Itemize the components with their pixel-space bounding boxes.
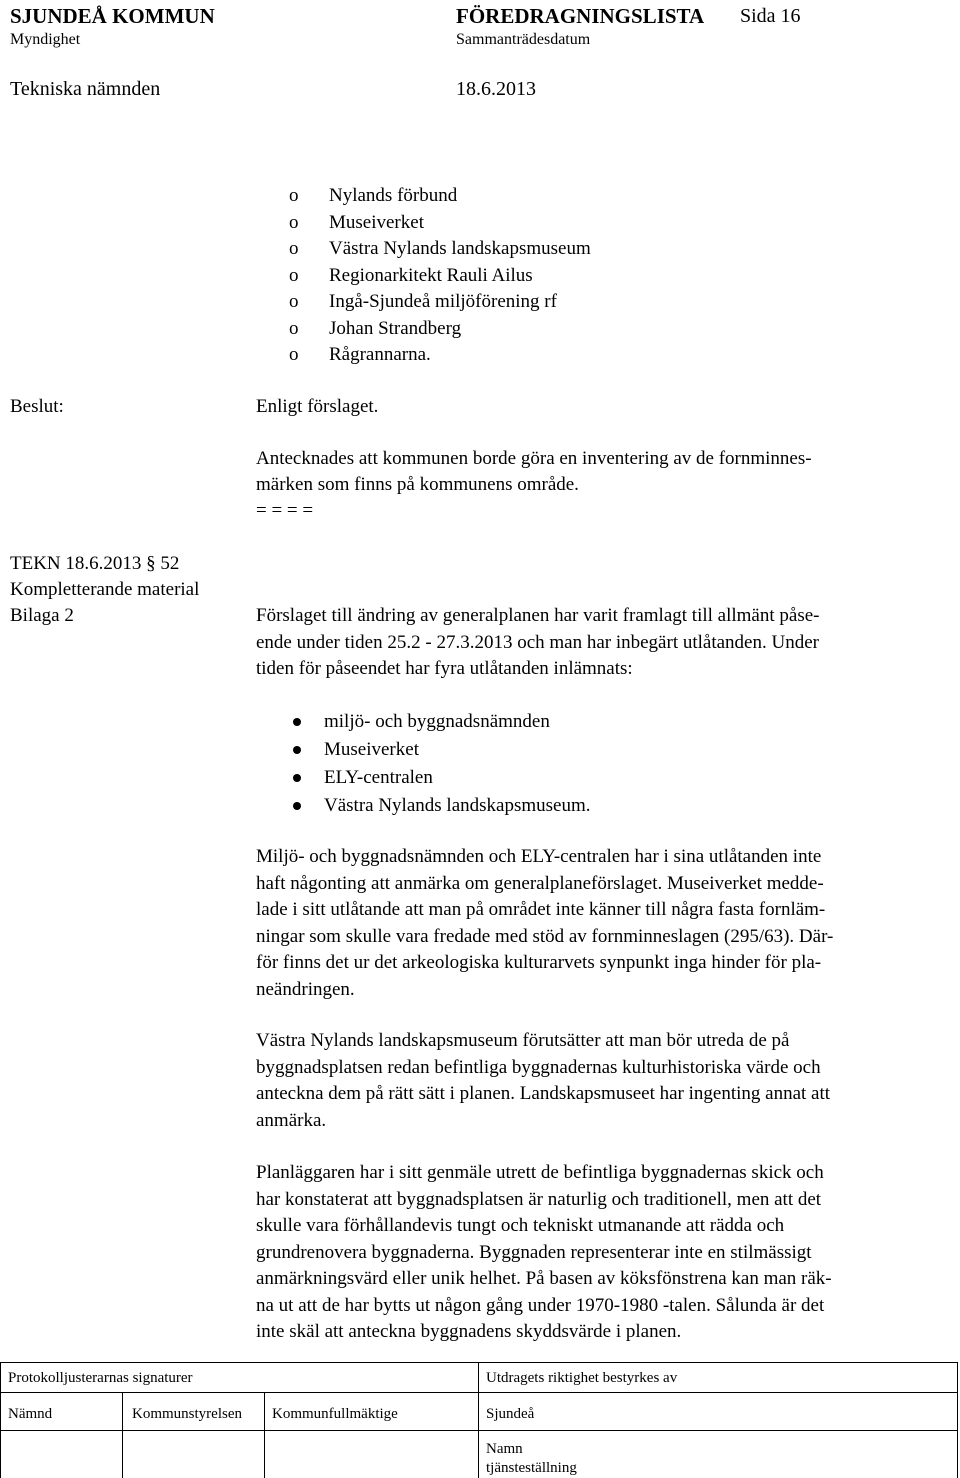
authority-label: Myndighet [10,31,81,48]
footer-col-rule [264,1392,265,1478]
footer-position-label: tjänsteställning [486,1460,577,1476]
footer-place: Sjundeå [486,1406,535,1422]
footer-col-rule [122,1392,123,1478]
list-item: Museiverket [256,736,756,764]
list-item: o Rågrannarna. [289,344,431,365]
list-item: Västra Nylands landskapsmuseum. [256,792,756,820]
list-item: o Ingå-Sjundeå miljöförening rf [289,291,557,312]
list-item: miljö- och byggnadsnämnden [256,708,756,736]
list-item: o Museiverket [289,211,424,233]
footer-row-rule [0,1430,958,1431]
attachment-label: Bilaga 2 [10,605,74,626]
bullet-icon [293,774,301,782]
footer-col-namnd: Nämnd [8,1406,53,1422]
certified-label: Utdragets riktighet bestyrkes av [486,1370,678,1386]
authority-name: Tekniska nämnden [10,78,161,100]
document-type: FÖREDRAGNINGSLISTA [456,4,705,28]
paragraph-landskapsmuseum: Västra Nylands landskapsmuseum förutsätter att man bör utreda de på byggnadsplatsen redan befintliga byggnadernas kulturhistoriska värde och anteckna dem på rätt sätt i planen. Landskapsmuseet har ingenting annat att anmärka. [256,1030,831,1131]
decision-text: Enligt förslaget. [256,396,379,417]
footer-name-label: Namn [486,1441,523,1457]
separator: = = = = [256,500,314,521]
footer-col-kommunstyrelsen: Kommunstyrelsen [132,1406,242,1422]
list-item: o Johan Strandberg [289,317,462,339]
page-number: Sida 16 [740,5,801,27]
bullet-icon [293,718,301,726]
bullet-icon [293,746,301,754]
footer-mid-rule [478,1362,479,1478]
decision-label: Beslut: [10,396,64,417]
date-label: Sammanträdesdatum [456,31,591,48]
meeting-date: 18.6.2013 [456,78,536,100]
paragraph-planner-response: Planläggaren har i sitt genmäle utrett de befintliga byggnadernas skick och har konstaterat att byggnadsplatsen är naturlig och traditionell, men att det skulle vara förhållandevis tungt och tekniskt utmanande att rädda och grundrenovera byggnaderna. Byggnaden representerar inte en stilmässigt anmärkningsvärd eller unik helhet. På basen av köksfönstrena kan man räk- na ut att de har bytts ut någon gång under 1970-1980 -talen. Sålunda är det inte skäl att anteckna byggnadens skyddsvärde i planen. [256,1162,832,1342]
footer-col-kommunfullmaktige: Kommunfullmäktige [272,1406,398,1422]
recipient-list [289,183,689,369]
footer-row-rule [0,1392,958,1393]
statement-list [256,708,756,820]
list-item: o Nylands förbund [289,185,458,206]
paragraph-statements-summary: Miljö- och byggnadsnämnden och ELY-centralen har i sina utlåtanden inte haft någonting att anmärka om generalplaneförslaget. Museiverket medde- lade i sitt utlåtande att man på området inte känner till några fasta fornläm- ningar som skulle vara fredade med stöd av fornminneslagen (295/63). Där- för finns det ur det arkeologiska kulturarvets synpunkt inga hinder för pla- neändringen. [256,846,834,1000]
footer-top-rule [0,1362,958,1363]
bullet-icon [293,802,301,810]
decision-note-line: märken som finns på kommunens område. [256,474,579,495]
footer-right-rule [957,1362,958,1478]
footer-left-rule [0,1362,1,1478]
item-reference: TEKN 18.6.2013 § 52 [10,553,180,574]
list-item: o Västra Nylands landskapsmuseum [289,238,591,259]
item-title: Kompletterande material [10,579,200,600]
list-item: ELY-centralen [256,764,756,792]
org-name: SJUNDEÅ KOMMUN [10,4,215,28]
list-item: o Regionarkitekt Rauli Ailus [289,264,533,286]
signatures-label: Protokolljusterarnas signaturer [8,1370,193,1386]
decision-note-line: Antecknades att kommunen borde göra en inventering av de fornminnes- [256,448,812,469]
intro-paragraph: Förslaget till ändring av generalplanen har varit framlagt till allmänt påse- ende under tiden 25.2 - 27.3.2013 och man har inbegärt utlåtanden. Under tiden för påseendet har fyra utlåtanden inlämnats: [256,605,820,679]
